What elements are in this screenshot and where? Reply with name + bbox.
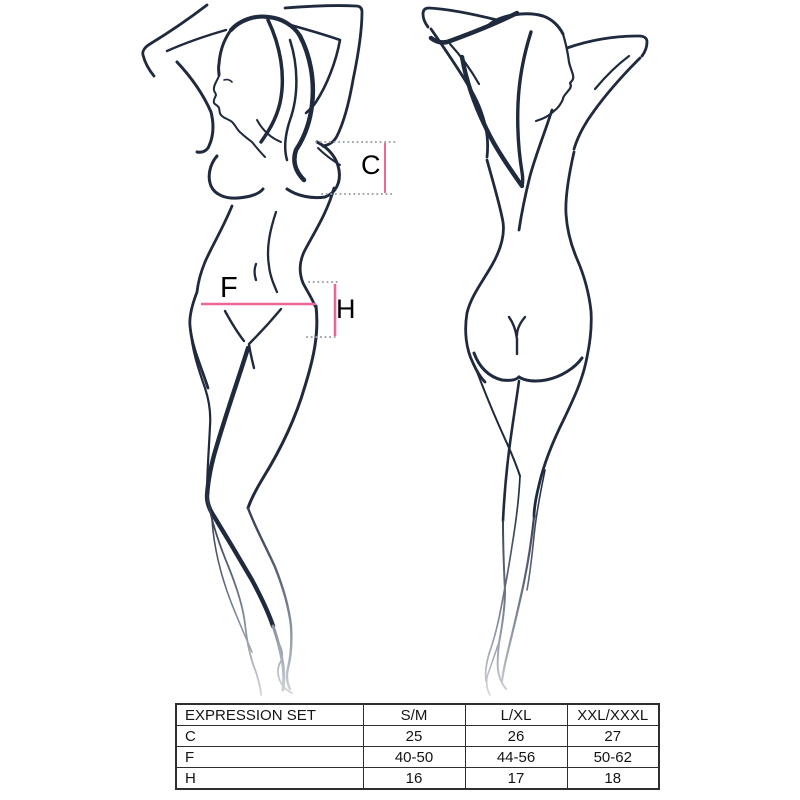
hipheight-xxl-value: 18 xyxy=(567,768,659,790)
front-torso xyxy=(190,142,340,388)
row-label-c: C xyxy=(176,726,363,747)
female-silhouette-back-drawing xyxy=(423,8,647,695)
size-table-title-cell: EXPRESSION SET xyxy=(176,704,363,726)
hipwidth-sm-value: 40-50 xyxy=(363,747,465,768)
chest-lxl-value: 26 xyxy=(465,726,567,747)
hipheight-lxl-value: 17 xyxy=(465,768,567,790)
table-row-chest xyxy=(176,726,659,747)
front-arms xyxy=(143,5,362,165)
size-column-sm: S/M xyxy=(363,704,465,726)
back-legs xyxy=(476,357,587,695)
table-row-hip-height xyxy=(176,768,659,790)
chest-measure-label: C xyxy=(361,150,381,180)
size-column-lxl: L/XL xyxy=(465,704,567,726)
pink-measure-lines xyxy=(201,143,385,336)
row-label-h: H xyxy=(176,768,363,790)
row-label-f: F xyxy=(176,747,363,768)
hipwidth-xxl-value: 50-62 xyxy=(567,747,659,768)
hip-width-measure-label: F xyxy=(220,272,238,304)
size-table xyxy=(175,703,660,790)
chest-xxl-value: 27 xyxy=(567,726,659,747)
table-row-hip-width xyxy=(176,747,659,768)
chest-sm-value: 25 xyxy=(363,726,465,747)
back-arms xyxy=(423,8,647,157)
size-column-xxlxxxl: XXL/XXXL xyxy=(567,704,659,726)
front-hair xyxy=(219,17,313,180)
female-silhouette-front-drawing xyxy=(143,5,362,695)
hip-height-measure-label: H xyxy=(336,294,356,324)
back-buttocks xyxy=(474,317,582,381)
hipheight-sm-value: 16 xyxy=(363,768,465,790)
front-face xyxy=(214,76,265,157)
size-table-header-row xyxy=(176,704,659,726)
hipwidth-lxl-value: 44-56 xyxy=(465,747,567,768)
